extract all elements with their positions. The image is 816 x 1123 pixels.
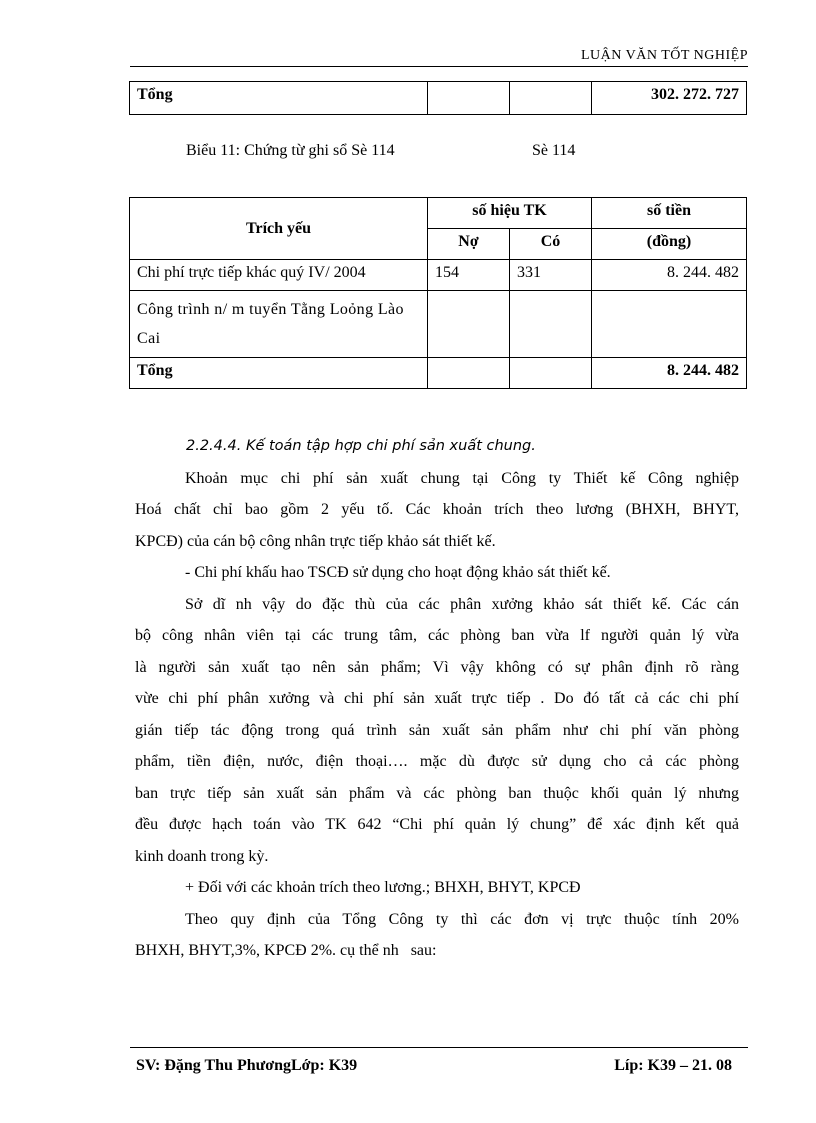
total-label: Tổng [130, 82, 428, 115]
voucher-table [129, 197, 747, 389]
caption-text: Biểu 11: Chứng từ ghi sổ Sè 114 [186, 142, 395, 159]
row-amount: 8. 244. 482 [592, 260, 747, 291]
paragraph-line: + Đối với các khoản trích theo lương.; BHXH, BHYT, KPCĐ [185, 879, 581, 896]
row-desc: Công trình n/ m tuyển Tằng Loỏng Lào Cai [130, 291, 428, 358]
empty-cell [428, 291, 510, 358]
body-text [135, 431, 739, 967]
footer [136, 1057, 732, 1075]
voucher-number: Sè 114 [532, 142, 576, 159]
table-row [130, 82, 747, 115]
paragraph-line: Khoản mục chi phí sản xuất chung tại Công ty Thiết kế Công nghiệp [185, 469, 739, 487]
header-amount-unit: (đồng) [592, 229, 747, 260]
row-desc: Chi phí trực tiếp khác quý IV/ 2004 [130, 260, 428, 291]
paragraph-line: vừe chi phí phân xưởng và chi phí sản xuất trực tiếp . Do đó tất cả các chi phí [135, 690, 739, 707]
table-header-row [130, 198, 747, 229]
paragraph-line: là người sản xuất tạo nên sản phẩm; Vì vậy không có sự phân định rõ ràng [135, 658, 739, 676]
table-row [130, 291, 747, 358]
paragraph-line: kinh doanh trong kỳ. [135, 847, 269, 865]
empty-cell [510, 358, 592, 389]
row-credit: 331 [510, 260, 592, 291]
table-row [130, 260, 747, 291]
paragraph-line: - Chi phí khấu hao TSCĐ sử dụng cho hoạt động khảo sát thiết kế. [185, 564, 611, 581]
header-debit: Nợ [428, 229, 510, 260]
header-desc: Trích yếu [130, 198, 428, 260]
footer-student: SV: Đặng Thu PhươngLớp: K39 [136, 1057, 358, 1074]
paragraph-line: Sở dĩ nh vậy do đặc thù của các phân xưởng khảo sát thiết kế. Các cán [185, 595, 739, 613]
header-credit: Có [510, 229, 592, 260]
row-debit: 154 [428, 260, 510, 291]
empty-cell [428, 82, 510, 115]
table-row [130, 358, 747, 389]
paragraph-line: ban trực tiếp sản xuất sản phẩm và các phòng ban thuộc khối quản lý nhưng [135, 784, 739, 802]
paragraph-line: Hoá chất chỉ bao gồm 2 yếu tố. Các khoản trích theo lương (BHXH, BHYT, [135, 501, 739, 518]
footer-class: Líp: K39 – 21. 08 [614, 1057, 732, 1074]
total-amount: 302. 272. 727 [592, 82, 747, 115]
caption [186, 142, 576, 160]
paragraph-line: KPCĐ) của cán bộ công nhân trực tiếp khảo sát thiết kế. [135, 532, 496, 550]
footer-divider [130, 1047, 748, 1048]
paragraph-line: Theo quy định của Tổng Công ty thì các đơn vị trực thuộc tính 20% [185, 910, 739, 928]
paragraph-line: gián tiếp tác động trong quá trình sản xuất sản phẩm như chi phí văn phòng [135, 721, 739, 739]
paragraph-line: bộ công nhân viên tại các trung tâm, các phòng ban vừa lf người quản lý vừa [135, 627, 739, 644]
header-account: số hiệu TK [428, 198, 592, 229]
empty-cell [510, 82, 592, 115]
paragraph-line: BHXH, BHYT,3%, KPCĐ 2%. cụ thể nh sau: [135, 942, 437, 959]
empty-cell [428, 358, 510, 389]
empty-cell [510, 291, 592, 358]
total-table-top [129, 81, 747, 115]
empty-cell [592, 291, 747, 358]
running-header: LUẬN VĂN TỐT NGHIỆP [130, 48, 748, 67]
total-label: Tổng [130, 358, 428, 389]
paragraph-line: đều được hạch toán vào TK 642 “Chi phí quản lý chung” để xác định kết quả [135, 816, 739, 833]
paragraph-line: phẩm, tiền điện, nước, điện thoại…. mặc dù được sử dụng cho cả các phòng [135, 753, 739, 770]
header-amount: số tiền [592, 198, 747, 229]
total-amount: 8. 244. 482 [592, 358, 747, 389]
section-heading: 2.2.4.4. Kế toán tập hợp chi phí sản xuất chung. [186, 438, 536, 454]
